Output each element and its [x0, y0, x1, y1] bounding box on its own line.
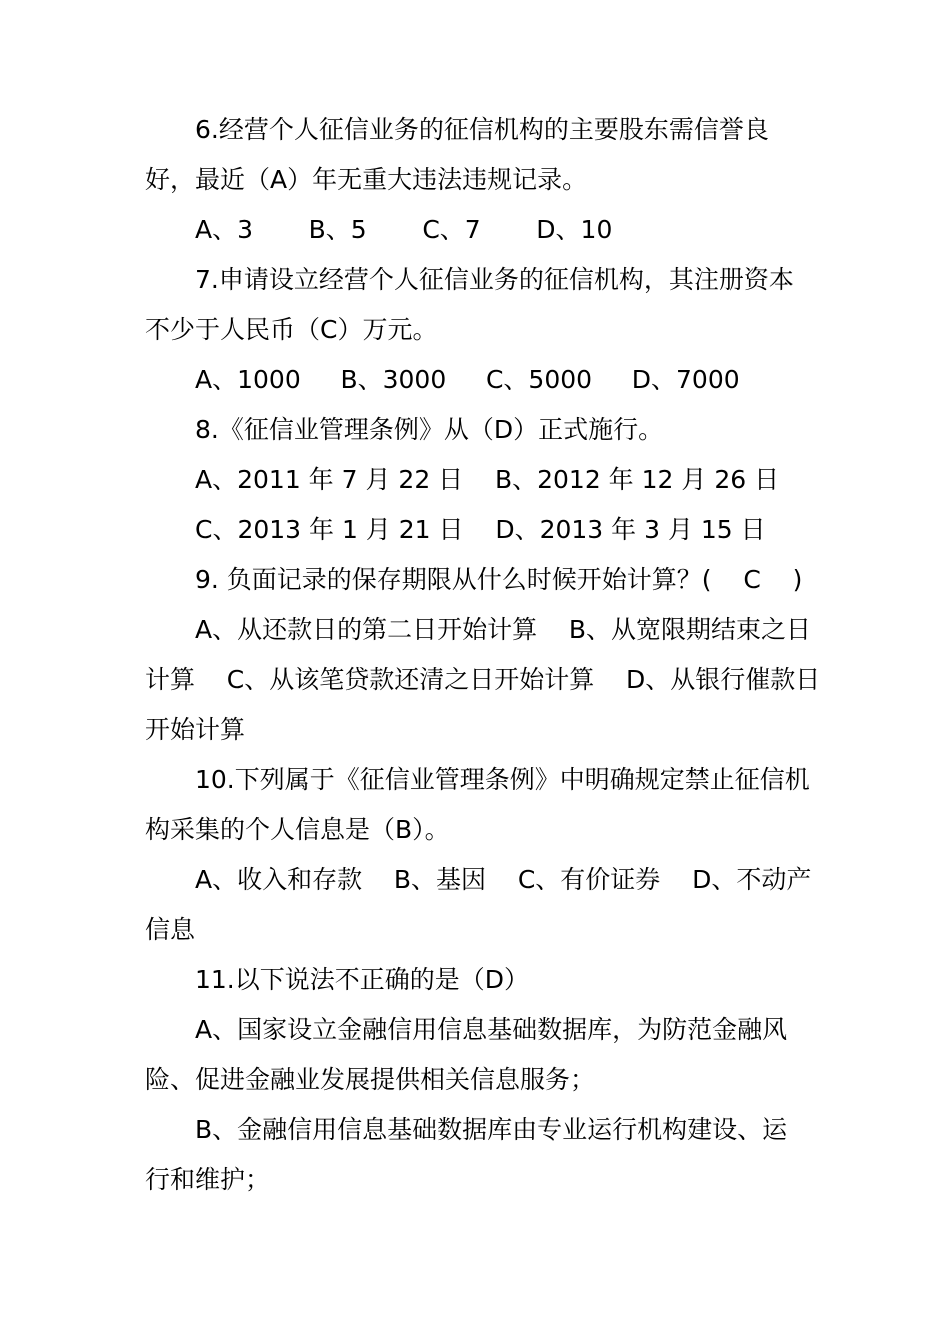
question-7-options: A、1000 B、3000 C、5000 D、7000 — [195, 365, 740, 394]
question-11-option-a-line-2: 险、促进金融业发展提供相关信息服务； — [145, 1065, 596, 1094]
question-8-line-1: 8.《征信业管理条例》从（D）正式施行。 — [195, 415, 664, 444]
question-9-options-line-2: 计算 C、从该笔贷款还清之日开始计算 D、从银行催款日 — [145, 665, 821, 694]
question-6-line-2: 好，最近（A）年无重大违法违规记录。 — [145, 165, 588, 194]
question-9-options-line-1: A、从还款日的第二日开始计算 B、从宽限期结束之日 — [195, 615, 812, 644]
question-11-option-a-line-1: A、国家设立金融信用信息基础数据库，为防范金融风 — [195, 1015, 788, 1044]
question-6-options: A、3 B、5 C、7 D、10 — [195, 215, 613, 244]
question-10-line-2: 构采集的个人信息是（B）。 — [145, 815, 450, 844]
question-9-line-1: 9. 负面记录的保存期限从什么时候开始计算？( C ) — [195, 565, 803, 594]
question-8-options-cd: C、2013 年 1 月 21 日 D、2013 年 3 月 15 日 — [195, 515, 766, 544]
question-6-line-1: 6.经营个人征信业务的征信机构的主要股东需信誉良 — [195, 115, 769, 144]
question-11-option-b-line-2: 行和维护； — [145, 1165, 271, 1194]
question-8-options-ab: A、2011 年 7 月 22 日 B、2012 年 12 月 26 日 — [195, 465, 780, 494]
question-7-line-2: 不少于人民币（C）万元。 — [145, 315, 438, 344]
question-11-option-b-line-1: B、金融信用信息基础数据库由专业运行机构建设、运 — [195, 1115, 788, 1144]
question-10-options-line-2: 信息 — [145, 915, 196, 944]
question-9-options-line-3: 开始计算 — [145, 715, 246, 744]
question-7-line-1: 7.申请设立经营个人征信业务的征信机构，其注册资本 — [195, 265, 794, 294]
question-11-line-1: 11.以下说法不正确的是（D） — [195, 965, 530, 994]
question-10-options-line-1: A、收入和存款 B、基因 C、有价证券 D、不动产 — [195, 865, 812, 894]
question-10-line-1: 10.下列属于《征信业管理条例》中明确规定禁止征信机 — [195, 765, 810, 794]
